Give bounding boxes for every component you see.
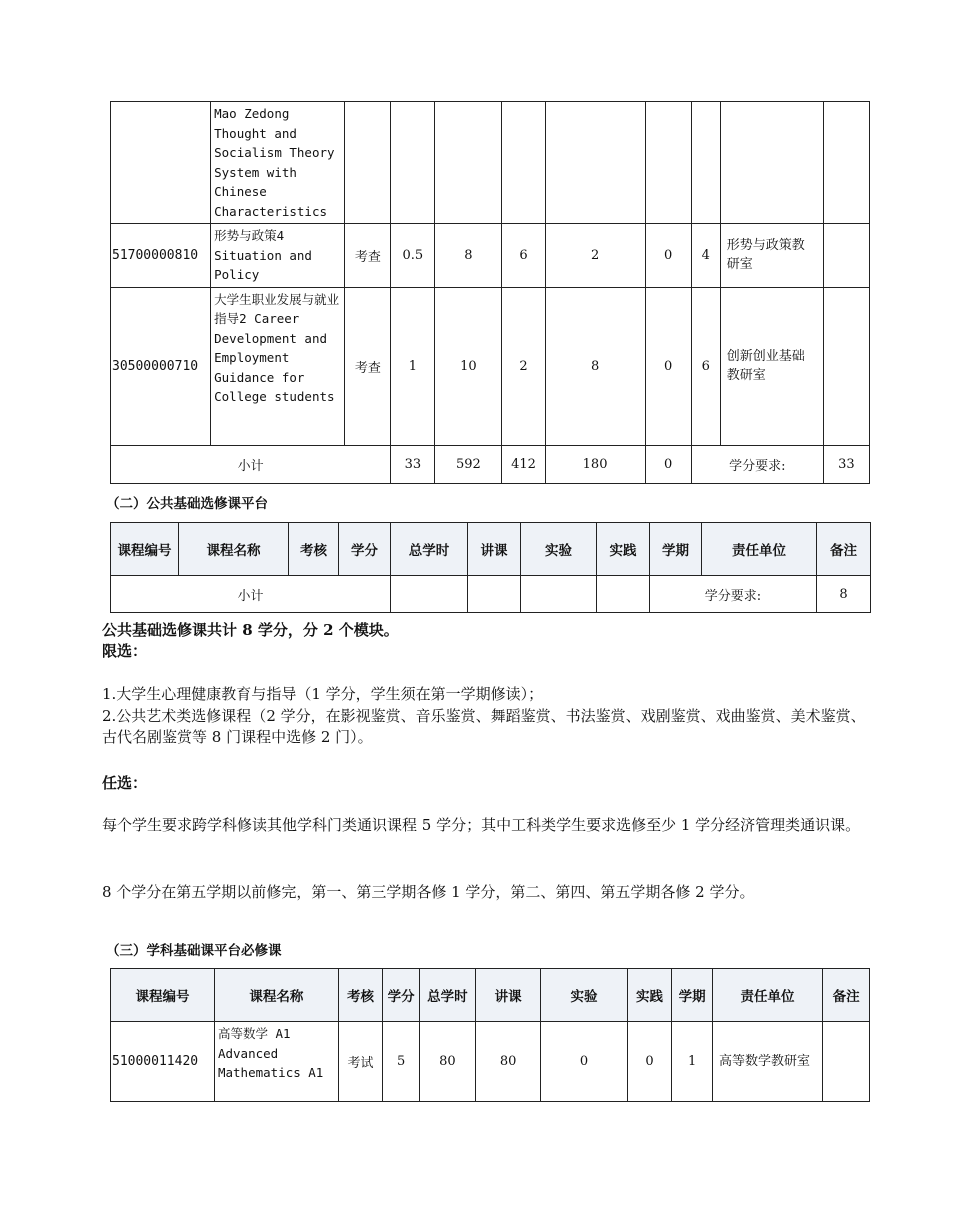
- lecture-hours: 2: [502, 287, 545, 445]
- section-heading-discipline-foundation: （三）学科基础课平台必修课: [106, 943, 282, 959]
- header-experiment: 实验: [521, 523, 597, 576]
- subtotal-credit: 33: [391, 445, 435, 483]
- subtotal-lecture: 412: [502, 445, 545, 483]
- header-course-name: 课程名称: [179, 523, 289, 576]
- credit: 1: [391, 287, 435, 445]
- subtotal-label: 小计: [111, 445, 391, 483]
- semester: 6: [691, 287, 720, 445]
- header-department: 责任单位: [702, 523, 817, 576]
- total-hours: 10: [435, 287, 502, 445]
- experiment-hours: 8: [545, 287, 645, 445]
- department: [720, 102, 823, 224]
- header-exam: 考核: [338, 969, 383, 1022]
- credit-requirement-label: 学分要求:: [650, 576, 817, 613]
- header-total-hours: 总学时: [419, 969, 475, 1022]
- discipline-foundation-table: [110, 968, 870, 1102]
- public-electives-table: [110, 522, 871, 613]
- table-row: [111, 224, 870, 288]
- header-note: 备注: [823, 969, 870, 1022]
- subtotal-label: 小计: [111, 576, 391, 613]
- header-lecture: 讲课: [468, 523, 521, 576]
- note: [823, 102, 869, 224]
- experiment-hours: 2: [545, 224, 645, 288]
- header-semester: 学期: [672, 969, 713, 1022]
- header-department: 责任单位: [712, 969, 822, 1022]
- credit: 0.5: [391, 224, 435, 288]
- header-course-name: 课程名称: [214, 969, 338, 1022]
- header-course-code: 课程编号: [111, 969, 215, 1022]
- header-total-hours: 总学时: [391, 523, 468, 576]
- table-header-row: [111, 969, 870, 1022]
- header-note: 备注: [817, 523, 871, 576]
- credit-requirement-value: 8: [817, 576, 871, 613]
- header-experiment: 实验: [541, 969, 627, 1022]
- limited-item-1: 1.大学生心理健康教育与指导（1 学分，学生须在第一学期修读）；: [102, 685, 544, 703]
- header-practice: 实践: [597, 523, 650, 576]
- required-courses-table-continued: [110, 101, 870, 484]
- note: [823, 287, 869, 445]
- schedule-text: 8 个学分在第五学期以前修完，第一、第三学期各修 1 学分，第二、第四、第五学期各修 2 学分。: [102, 883, 755, 901]
- credit-requirement-value: 33: [823, 445, 869, 483]
- subtotal-cell: [468, 576, 521, 613]
- optional-electives-label: 任选：: [102, 774, 148, 792]
- lecture-hours: 80: [475, 1022, 541, 1102]
- exam-type: 考查: [345, 287, 391, 445]
- exam-type: 考试: [338, 1022, 383, 1102]
- electives-summary: 公共基础选修课共计 8 学分，分 2 个模块。: [102, 621, 399, 639]
- semester: 1: [672, 1022, 713, 1102]
- limited-electives-label: 限选：: [102, 642, 148, 660]
- subtotal-cell: [597, 576, 650, 613]
- header-practice: 实践: [627, 969, 672, 1022]
- course-name: 形势与政策4 Situation and Policy: [211, 224, 345, 288]
- total-hours: 80: [419, 1022, 475, 1102]
- practice-hours: 0: [627, 1022, 672, 1102]
- limited-item-2: 2.公共艺术类选修课程（2 学分，在影视鉴赏、音乐鉴赏、舞蹈鉴赏、书法鉴赏、戏剧鉴赏、戏曲鉴赏、美术鉴赏、古代名剧鉴赏等 8 门课程中选修 2 门）。: [102, 707, 866, 746]
- practice-hours: 0: [645, 287, 691, 445]
- total-hours: 8: [435, 224, 502, 288]
- semester: 4: [691, 224, 720, 288]
- exam-type: [345, 102, 391, 224]
- total-hours: [435, 102, 502, 224]
- semester: [691, 102, 720, 224]
- table-row: [111, 287, 870, 445]
- header-exam: 考核: [289, 523, 339, 576]
- header-credit: 学分: [383, 969, 419, 1022]
- practice-hours: [645, 102, 691, 224]
- lecture-hours: 6: [502, 224, 545, 288]
- lecture-hours: [502, 102, 545, 224]
- course-name: 高等数学 A1 Advanced Mathematics A1: [214, 1022, 338, 1102]
- header-credit: 学分: [339, 523, 391, 576]
- subtotal-cell: [521, 576, 597, 613]
- subtotal-row: [111, 576, 871, 613]
- header-lecture: 讲课: [475, 969, 541, 1022]
- subtotal-total-hours: 592: [435, 445, 502, 483]
- exam-type: 考查: [345, 224, 391, 288]
- credit: 5: [383, 1022, 419, 1102]
- credit: [391, 102, 435, 224]
- course-name: Mao Zedong Thought and Socialism Theory System with Chinese Characteristics: [211, 102, 345, 224]
- experiment-hours: [545, 102, 645, 224]
- subtotal-practice: 0: [645, 445, 691, 483]
- subtotal-experiment: 180: [545, 445, 645, 483]
- practice-hours: 0: [645, 224, 691, 288]
- course-name: 大学生职业发展与就业指导2 Career Development and Employment Guidance for College students: [211, 287, 345, 445]
- header-semester: 学期: [650, 523, 702, 576]
- note: [823, 224, 869, 288]
- department: 高等数学教研室: [712, 1022, 822, 1102]
- header-course-code: 课程编号: [111, 523, 179, 576]
- course-code: 51000011420: [111, 1022, 215, 1102]
- department: 创新创业基础教研室: [720, 287, 823, 445]
- table-header-row: [111, 523, 871, 576]
- note: [823, 1022, 870, 1102]
- credit-requirement-label: 学分要求:: [691, 445, 823, 483]
- table-row: [111, 1022, 870, 1102]
- course-code: 30500000710: [111, 287, 211, 445]
- optional-electives-text: 每个学生要求跨学科修读其他学科门类通识课程 5 学分；其中工科类学生要求选修至少 1 学分经济管理类通识课。: [102, 816, 861, 834]
- experiment-hours: 0: [541, 1022, 627, 1102]
- subtotal-row: [111, 445, 870, 483]
- course-code: 51700000810: [111, 224, 211, 288]
- course-code: [111, 102, 211, 224]
- section-heading-public-electives: （二）公共基础选修课平台: [106, 496, 268, 512]
- department: 形势与政策教研室: [720, 224, 823, 288]
- subtotal-cell: [391, 576, 468, 613]
- table-row: [111, 102, 870, 224]
